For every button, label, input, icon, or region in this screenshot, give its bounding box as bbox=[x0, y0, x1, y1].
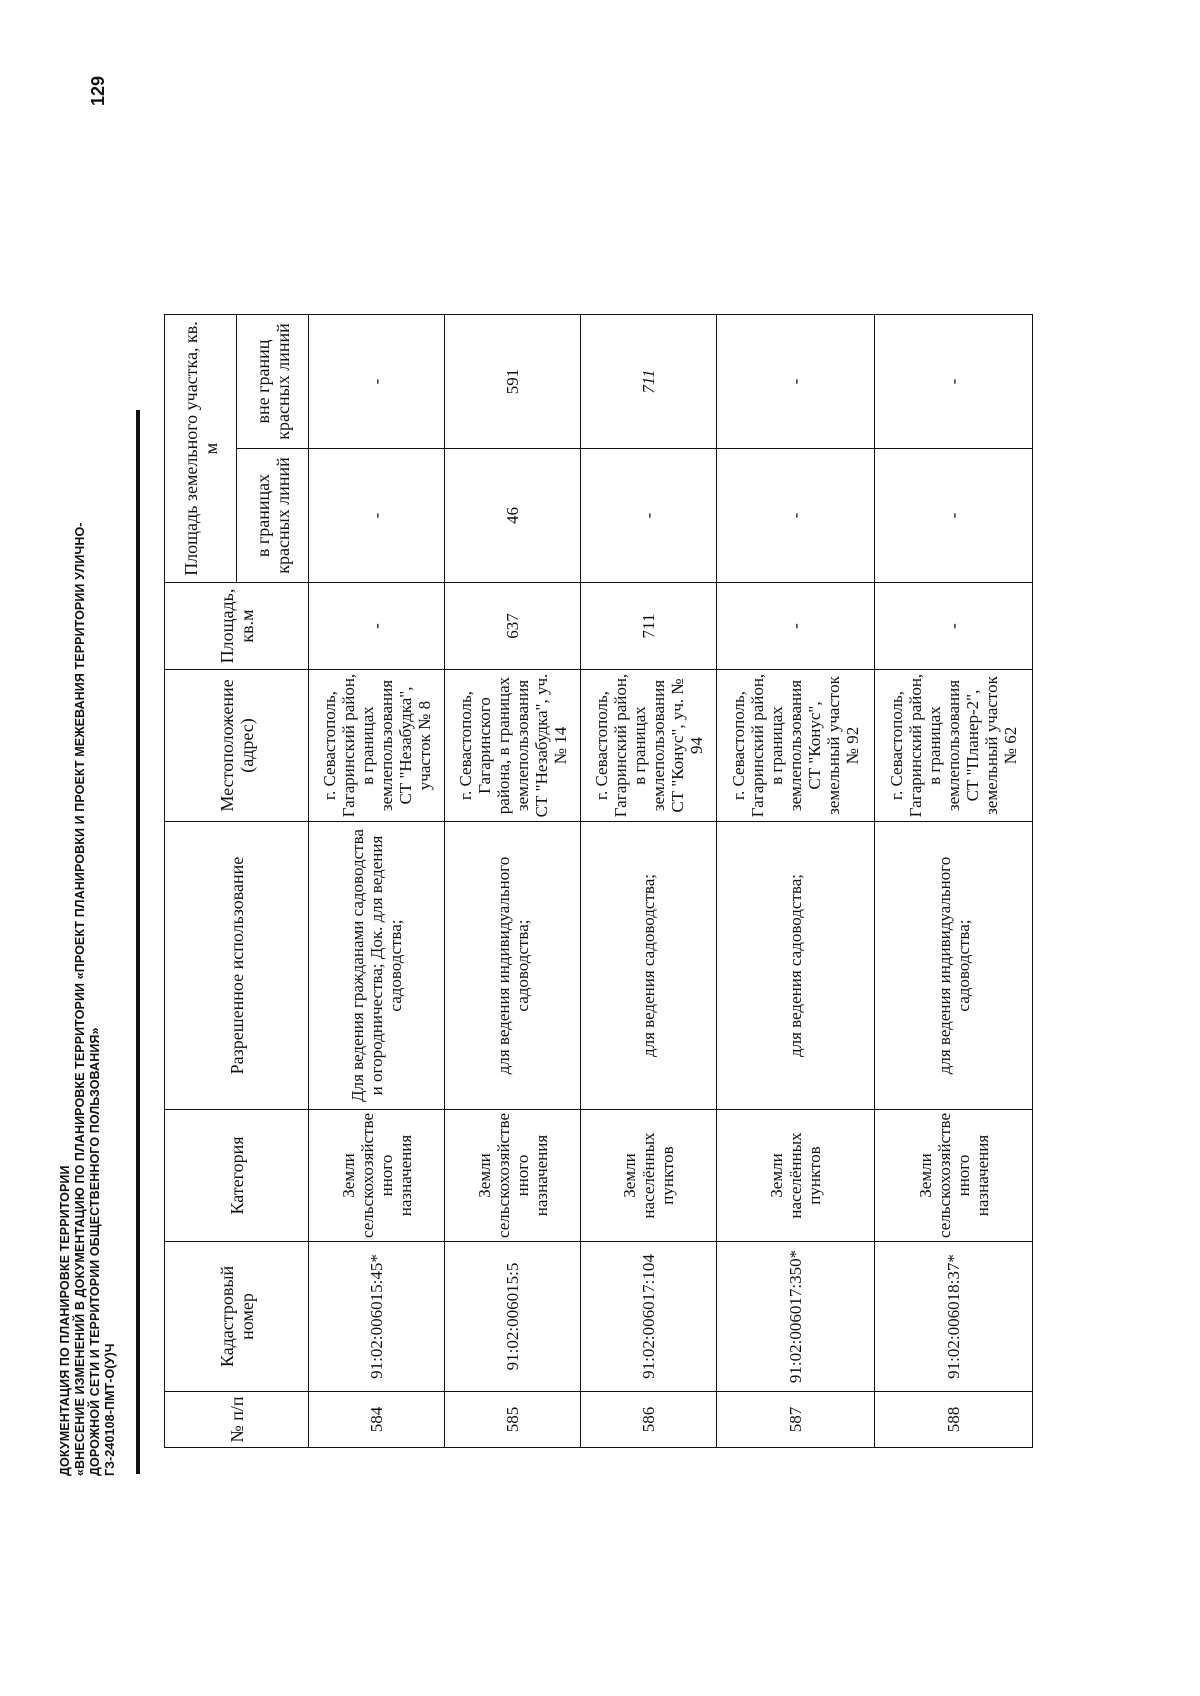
cell-outside: - bbox=[875, 315, 1033, 449]
cell-outside: 591 bbox=[445, 315, 581, 449]
table-row bbox=[581, 315, 717, 1448]
cell-permitted-use: для ведения индивидуального садоводства; bbox=[445, 822, 581, 1110]
table-row bbox=[875, 315, 1033, 1448]
cell-location: г. Севастополь, Гагаринский район, в границах землепользования СТ "Планер-2", земельный участок № 62 bbox=[875, 670, 1033, 822]
cell-cadastral: 91:02:006015:5 bbox=[445, 1242, 581, 1392]
header-area-group: Площадь земельного участка, кв. м bbox=[165, 315, 237, 583]
cell-outside: 711 bbox=[581, 315, 717, 449]
header-location: Местоположение (адрес) bbox=[165, 670, 309, 822]
cell-location: г. Севастополь, Гагаринский район, в границах землепользования СТ "Конус", земельный участок № 92 bbox=[717, 670, 875, 822]
page-number: 129 bbox=[88, 75, 108, 106]
header-permitted-use: Разрешенное использование bbox=[165, 822, 309, 1110]
land-plots-table bbox=[164, 314, 1033, 1448]
header-area: Площадь, кв.м bbox=[165, 583, 309, 670]
cell-area: - bbox=[875, 583, 1033, 670]
cell-inside: 46 bbox=[445, 449, 581, 583]
table-row bbox=[445, 315, 581, 1448]
cell-num: 584 bbox=[309, 1392, 445, 1448]
cell-location: г. Севастополь, Гагаринский район, в границах землепользования СТ "Незабудка", участок № 8 bbox=[309, 670, 445, 822]
cell-category: Земли населённых пунктов bbox=[717, 1110, 875, 1242]
cell-permitted-use: для ведения садоводства; bbox=[717, 822, 875, 1110]
cell-cadastral: 91:02:006015:45* bbox=[309, 1242, 445, 1392]
header-line-1: ДОКУМЕНТАЦИЯ ПО ПЛАНИРОВКЕ ТЕРРИТОРИИ bbox=[58, 1165, 72, 1476]
cell-area: - bbox=[717, 583, 875, 670]
cell-category: Земли сельскохозяйстве нного назначения bbox=[875, 1110, 1033, 1242]
cell-cadastral: 91:02:006017:350* bbox=[717, 1242, 875, 1392]
header-num: № п/п bbox=[165, 1392, 309, 1448]
cell-num: 586 bbox=[581, 1392, 717, 1448]
cell-outside: - bbox=[717, 315, 875, 449]
cell-inside: - bbox=[875, 449, 1033, 583]
cell-area: 637 bbox=[445, 583, 581, 670]
header-line-3: ДОРОЖНОЙ СЕТИ И ТЕРРИТОРИИ ОБЩЕСТВЕННОГО ПОЛЬЗОВАНИЯ» bbox=[88, 1027, 102, 1476]
cell-location: г. Севастополь, Гагаринский район, в границах землепользования СТ "Конус", уч. № 94 bbox=[581, 670, 717, 822]
cell-area: 711 bbox=[581, 583, 717, 670]
header-rule bbox=[136, 410, 140, 1474]
cell-num: 588 bbox=[875, 1392, 1033, 1448]
document-header bbox=[58, 376, 118, 1476]
cell-outside: - bbox=[309, 315, 445, 449]
cell-area: - bbox=[309, 583, 445, 670]
header-category: Категория bbox=[165, 1110, 309, 1242]
header-inside-red-lines: в границах красных линий bbox=[237, 449, 309, 583]
table-row bbox=[717, 315, 875, 1448]
cell-permitted-use: для ведения садоводства; bbox=[581, 822, 717, 1110]
table-row bbox=[309, 315, 445, 1448]
cell-cadastral: 91:02:006017:104 bbox=[581, 1242, 717, 1392]
header-line-4: ГЗ-240108-ПМТ-О(У)Ч bbox=[103, 1343, 117, 1476]
cell-location: г. Севастополь, Гагаринского района, в границах землепользования СТ "Незабудка", уч. № 14 bbox=[445, 670, 581, 822]
header-line-2: «ВНЕСЕНИЕ ИЗМЕНЕНИЙ В ДОКУМЕНТАЦИЮ ПО ПЛАНИРОВКЕ ТЕРРИТОРИИ «ПРОЕКТ ПЛАНИРОВКИ И ПРОЕКТ МЕЖЕВАНИЯ ТЕРРИТОРИИ УЛИЧНО- bbox=[73, 522, 87, 1476]
cell-cadastral: 91:02:006018:37* bbox=[875, 1242, 1033, 1392]
cell-category: Земли сельскохозяйстве нного назначения bbox=[309, 1110, 445, 1242]
cell-inside: - bbox=[309, 449, 445, 583]
header-cadastral: Кадастровый номер bbox=[165, 1242, 309, 1392]
cell-num: 587 bbox=[717, 1392, 875, 1448]
cell-permitted-use: для ведения индивидуального садоводства; bbox=[875, 822, 1033, 1110]
cell-category: Земли населённых пунктов bbox=[581, 1110, 717, 1242]
cell-category: Земли сельскохозяйстве нного назначения bbox=[445, 1110, 581, 1242]
cell-num: 585 bbox=[445, 1392, 581, 1448]
cell-inside: - bbox=[581, 449, 717, 583]
cell-inside: - bbox=[717, 449, 875, 583]
header-outside-red-lines: вне границ красных линий bbox=[237, 315, 309, 449]
cell-permitted-use: Для ведения гражданами садоводства и огородничества; Док. для ведения садоводства; bbox=[309, 822, 445, 1110]
